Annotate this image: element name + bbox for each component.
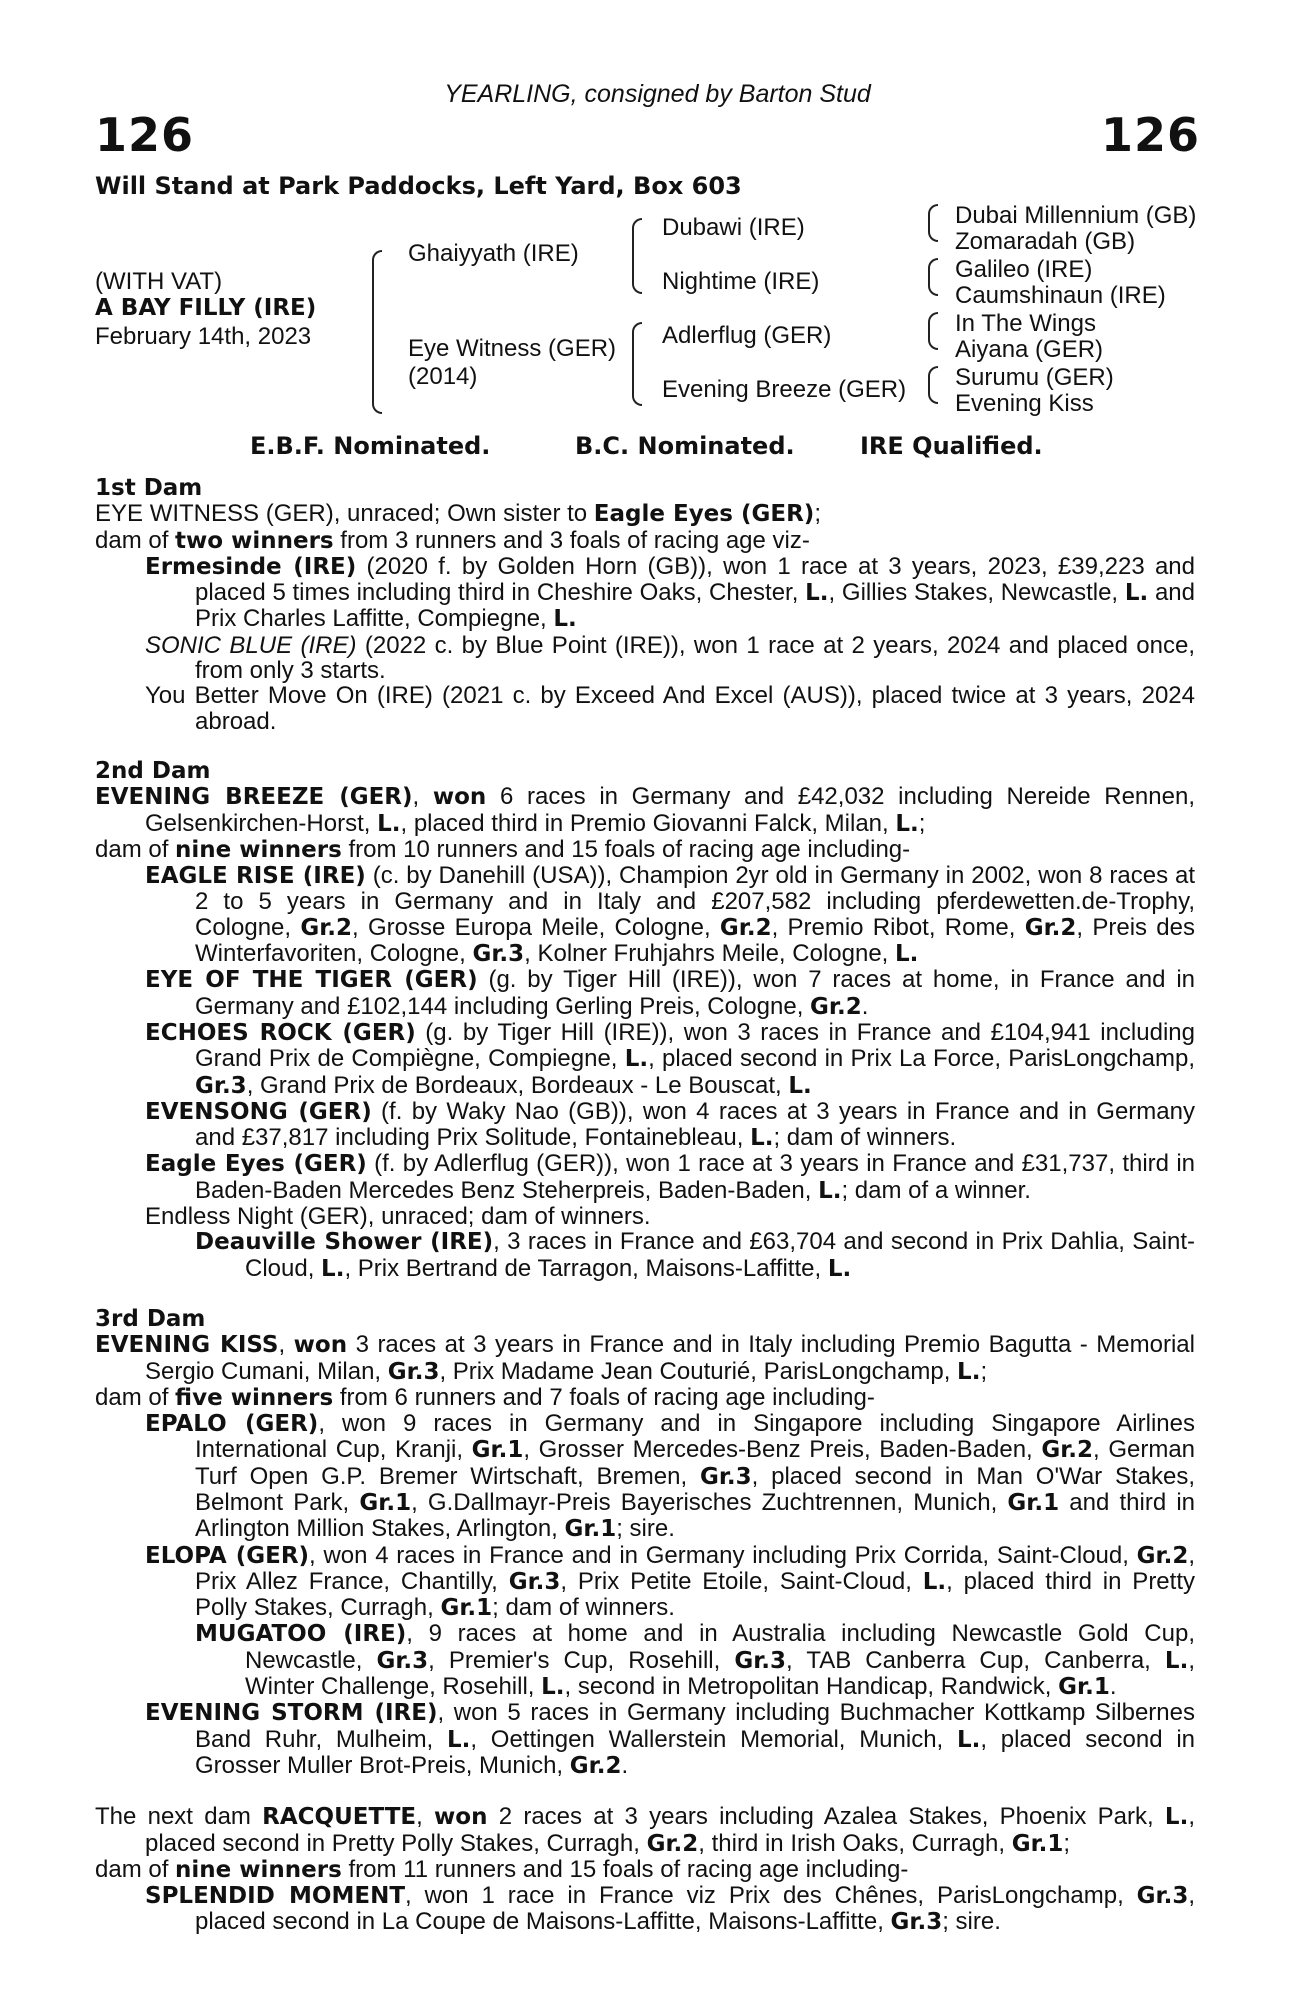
consignment-line: YEARLING, consigned by Barton Stud — [444, 80, 871, 108]
sire-name: Ghaiyyath (IRE) — [408, 240, 579, 267]
ebf-nominated: E.B.F. Nominated. — [250, 432, 491, 460]
gg-8: Evening Kiss — [955, 390, 1094, 417]
produce-entry-grandchild: MUGATOO (IRE), 9 races at home and in Australia including Newcastle Gold Cup, Newcastle, Gr.3, Premier's Cup, Rosehill, Gr.3, TAB Canberra Cup, Canberra, L., Winter Challenge, Rosehill, L., second in Metropolitan Handicap, Randwick, Gr.1. — [195, 1620, 1195, 1701]
produce-entry: Ermesinde (IRE) (2020 f. by Golden Horn (GB)), won 1 race at 3 years, 2023, £39,223 and placed 5 times including third in Cheshire Oaks, Chester, L., Gillies Stakes, Newcastle, L. and Prix Charles Laffitte, Compiegne, L. — [145, 552, 1196, 633]
gg-6: Aiyana (GER) — [955, 336, 1104, 363]
dam-sire: Adlerflug (GER) — [662, 322, 832, 349]
next-dam-produce-summary: dam of nine winners from 11 runners and 15 foals of racing age including- — [95, 1855, 909, 1883]
second-dam-heading: 2nd Dam — [95, 757, 211, 784]
produce-entry: SONIC BLUE (IRE) (2022 c. by Blue Point (IRE)), won 1 race at 2 years, 2024 and placed once, from only 3 starts. — [145, 631, 1196, 685]
produce-entry: SPLENDID MOMENT, won 1 race in France viz Prix des Chênes, ParisLongchamp, Gr.3, placed second in La Coupe de Maisons-Laffitte, Maisons-Laffitte, Gr.3; sire. — [145, 1882, 1196, 1936]
gg-1: Dubai Millennium (GB) — [955, 202, 1197, 229]
produce-entry: EAGLE RISE (IRE) (c. by Danehill (USA)), Champion 2yr old in Germany in 2002, won 8 races at 2 to 5 years in Germany and in Italy and £207,582 including pferdewetten.de-Trophy, Cologne, Gr.2, Grosse Europa Meile, Cologne, Gr.2, Premio Ribot, Rome, Gr.2, Preis des Winterfavoriten, Cologne, Gr.3, Kolner Fruhjahrs Meile, Cologne, L. — [145, 862, 1196, 968]
vat-note: (WITH VAT) — [95, 268, 223, 295]
sire-dam: Nightime (IRE) — [662, 268, 820, 295]
lot-number-right: 126 — [1100, 108, 1200, 162]
produce-entry: EYE OF THE TIGER (GER) (g. by Tiger Hill (IRE)), won 7 races at home, in France and in Germany and £102,144 including Gerling Preis, Cologne, Gr.2. — [145, 966, 1196, 1020]
pedigree-brace-g3 — [928, 312, 938, 350]
dam-dam: Evening Breeze (GER) — [662, 376, 907, 403]
gg-5: In The Wings — [955, 310, 1096, 337]
gg-7: Surumu (GER) — [955, 364, 1114, 391]
produce-entry: EVENING STORM (IRE), won 5 races in Germany including Buchmacher Kottkamp Silbernes Band Ruhr, Mulheim, L., Oettingen Wallerstein Memorial, Munich, L., placed second in Grosser Muller Brot-Preis, Munich, Gr.2. — [145, 1699, 1196, 1779]
produce-entry: EPALO (GER), won 9 races in Germany and in Singapore including Singapore Airlines International Cup, Kranji, Gr.1, Grosser Mercedes-Benz Preis, Baden-Baden, Gr.2, German Turf Open G.P. Bremer Wirtschaft, Bremen, Gr.3, placed second in Man O'War Stakes, Belmont Park, Gr.1, G.Dallmayr-Preis Bayerisches Zuchtrennen, Munich, Gr.1 and third in Arlington Million Stakes, Arlington, Gr.1; sire. — [145, 1410, 1196, 1543]
produce-entry: You Better Move On (IRE) (2021 c. by Exceed And Excel (AUS)), placed twice at 3 years, 2024 abroad. — [145, 682, 1195, 735]
dam-year: (2014) — [408, 363, 478, 390]
foaling-date: February 14th, 2023 — [95, 323, 312, 350]
gg-2: Zomaradah (GB) — [955, 228, 1136, 255]
third-dam-heading: 3rd Dam — [95, 1305, 206, 1332]
pedigree-brace-main — [372, 250, 382, 414]
third-dam-produce-summary: dam of five winners from 6 runners and 7 foals of racing age including- — [95, 1383, 875, 1411]
next-dam-line: The next dam RACQUETTE, won 2 races at 3 years including Azalea Stakes, Phoenix Park, L., placed second in Pretty Polly Stakes, Curragh, Gr.2, third in Irish Oaks, Curragh, Gr.1; — [95, 1803, 1195, 1857]
third-dam-line: EVENING KISS, won 3 races at 3 years in France and in Italy including Premio Bagutta - Memorial Sergio Cumani, Milan, Gr.3, Prix Madame Jean Couturié, ParisLongchamp, L.; — [95, 1331, 1195, 1385]
produce-entry-grandchild: Deauville Shower (IRE), 3 races in France and £63,704 and second in Prix Dahlia, Saint-Cloud, L., Prix Bertrand de Tarragon, Maisons-Laffitte, L. — [195, 1228, 1195, 1282]
lot-name: A BAY FILLY (IRE) — [95, 295, 317, 321]
second-dam-section — [95, 759, 1195, 1282]
lot-number-left: 126 — [95, 108, 195, 162]
stand-location: Will Stand at Park Paddocks, Left Yard, Box 603 — [95, 172, 742, 200]
gg-4: Caumshinaun (IRE) — [955, 282, 1166, 309]
next-dam-section — [95, 1804, 1195, 1935]
second-dam-produce-summary: dam of nine winners from 10 runners and 15 foals of racing age including- — [95, 835, 911, 863]
produce-entry: EVENSONG (GER) (f. by Waky Nao (GB)), won 4 races at 3 years in France and in Germany and £37,817 including Prix Solitude, Fontainebleau, L.; dam of winners. — [145, 1097, 1195, 1152]
produce-entry: ECHOES ROCK (GER) (g. by Tiger Hill (IRE)), won 3 races in France and £104,941 including Grand Prix de Compiègne, Compiegne, L., placed second in Prix La Force, ParisLongchamp, Gr.3, Grand Prix de Bordeaux, Bordeaux - Le Bouscat, L. — [145, 1018, 1195, 1099]
pedigree-brace-dam — [632, 322, 642, 406]
pedigree-brace-g4 — [928, 366, 938, 404]
pedigree-brace-g2 — [928, 258, 938, 296]
sire-sire: Dubawi (IRE) — [662, 214, 805, 241]
ire-qualified: IRE Qualified. — [860, 432, 1043, 460]
first-dam-produce-summary: dam of two winners from 3 runners and 3 foals of racing age viz- — [95, 526, 810, 554]
dam-sections — [95, 476, 1195, 1936]
dam-name: Eye Witness (GER) — [408, 335, 617, 362]
gg-3: Galileo (IRE) — [955, 256, 1093, 283]
produce-entry: ELOPA (GER), won 4 races in France and in Germany including Prix Corrida, Saint-Cloud, Gr.2, Prix Allez France, Chantilly, Gr.3, Prix Petite Etoile, Saint-Cloud, L., placed third in Pretty Polly Stakes, Curragh, Gr.1; dam of winners. — [145, 1541, 1195, 1622]
produce-entry: Eagle Eyes (GER) (f. by Adlerflug (GER)), won 1 race at 3 years in France and £31,737, third in Baden-Baden Mercedes Benz Steherpreis, Baden-Baden, L.; dam of a winner. — [145, 1150, 1196, 1204]
produce-entry: Endless Night (GER), unraced; dam of winners. — [145, 1203, 651, 1231]
first-dam-line: EYE WITNESS (GER), unraced; Own sister to Eagle Eyes (GER); — [95, 500, 821, 528]
second-dam-line: EVENING BREEZE (GER), won 6 races in Germany and £42,032 including Nereide Rennen, Gelsenkirchen-Horst, L., placed third in Premio Giovanni Falck, Milan, L.; — [95, 783, 1195, 837]
pedigree-brace-sire — [632, 218, 642, 294]
bc-nominated: B.C. Nominated. — [575, 432, 795, 460]
third-dam-section — [95, 1307, 1195, 1779]
pedigree-brace-g1 — [928, 204, 938, 242]
first-dam-heading: 1st Dam — [95, 475, 203, 501]
first-dam-section — [95, 476, 1195, 734]
